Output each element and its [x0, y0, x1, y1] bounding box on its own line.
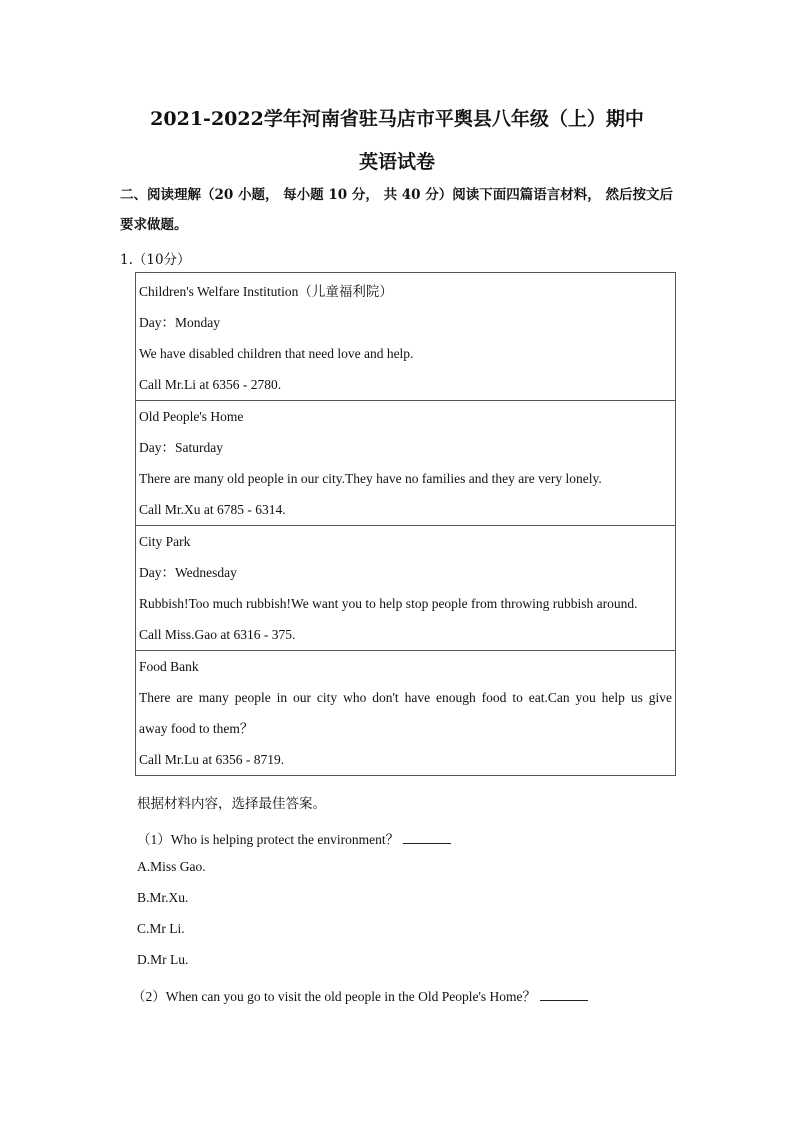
ad-contact: Call Mr.Lu at 6356 - 8719. — [139, 752, 285, 767]
question-1-stem: （1）Who is helping protect the environment？ — [137, 832, 400, 847]
ad-contact: Call Mr.Li at 6356 - 2780. — [139, 377, 282, 392]
option-c: C.Mr Li. — [137, 921, 185, 936]
ad-contact: Call Mr.Xu at 6785 - 6314. — [139, 502, 286, 517]
ad-row-old-peoples-home — [136, 401, 676, 526]
option-b: B.Mr.Xu. — [137, 890, 189, 905]
ad-day: Day：Wednesday — [139, 565, 237, 580]
section-heading: 二、阅读理解（20 小题， 每小题 10 分， 共 40 分）阅读下面四篇语言材料， 然后按文后要求做题。 — [120, 187, 673, 233]
ad-cell — [136, 651, 676, 776]
option-d: D.Mr Lu. — [137, 952, 189, 967]
answer-blank[interactable] — [540, 988, 588, 1001]
ad-contact: Call Miss.Gao at 6316 - 375. — [139, 627, 296, 642]
ad-row-welfare — [136, 273, 676, 401]
ad-row-city-park — [136, 526, 676, 651]
ad-description-line2: away food to them？ — [139, 721, 254, 736]
ad-cell — [136, 526, 676, 651]
ad-day: Day：Monday — [139, 315, 220, 330]
ad-description: Rubbish!Too much rubbish!We want you to help stop people from throwing rubbish around. — [139, 596, 638, 611]
answer-blank[interactable] — [403, 831, 451, 844]
question-number: 1.（10分） — [120, 252, 191, 268]
ad-cell — [136, 273, 676, 401]
exam-title-line1: 2021-2022学年河南省驻马店市平舆县八年级（上）期中 — [150, 108, 644, 130]
instruction-text: 根据材料内容，选择最佳答案。 — [137, 796, 326, 812]
ads-table — [135, 272, 676, 776]
ad-name: Food Bank — [139, 659, 199, 674]
ad-name: Children's Welfare Institution（儿童福利院） — [139, 284, 393, 299]
exam-title-line2: 英语试卷 — [358, 151, 435, 173]
question-1 — [137, 828, 451, 848]
ad-description: There are many old people in our city.They have no families and they are very lonely. — [139, 471, 602, 486]
question-2-stem: （2）When can you go to visit the old people in the Old People's Home？ — [132, 989, 536, 1004]
ad-description: We have disabled children that need love and help. — [139, 346, 414, 361]
question-2 — [132, 985, 588, 1005]
ad-cell — [136, 401, 676, 526]
ad-description-line1: There are many people in our city who don't have enough food to eat.Can you help us give — [139, 690, 672, 705]
ad-name: Old People's Home — [139, 409, 244, 424]
ad-row-food-bank — [136, 651, 676, 776]
option-a: A.Miss Gao. — [137, 859, 206, 874]
ad-day: Day：Saturday — [139, 440, 223, 455]
ad-name: City Park — [139, 534, 191, 549]
